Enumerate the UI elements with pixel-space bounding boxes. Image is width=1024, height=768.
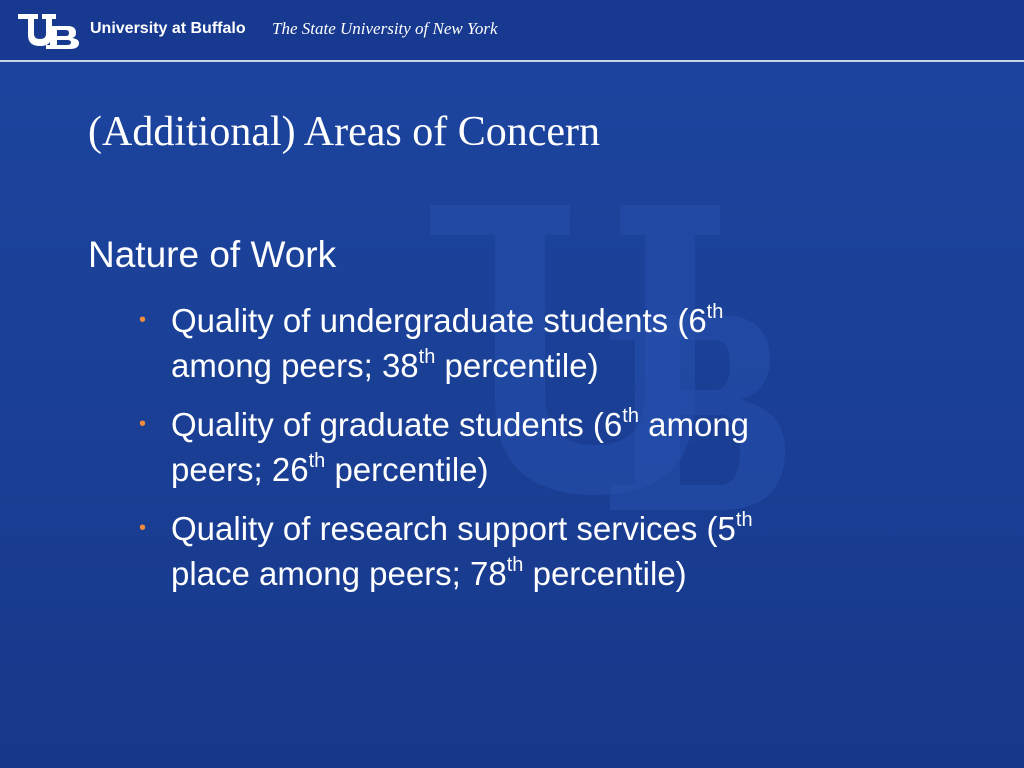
bullet-list <box>135 298 895 610</box>
header-bar <box>0 0 1024 60</box>
bullet-item-research-support <box>135 506 895 596</box>
bullet-text: Quality of research support services (5 <box>171 510 736 547</box>
header-divider <box>0 60 1024 62</box>
bullet-icon: • <box>139 517 147 539</box>
bullet-text: percentile) <box>523 555 687 592</box>
ub-logo-icon <box>16 12 82 50</box>
slide-title: (Additional) Areas of Concern <box>88 109 601 155</box>
ordinal-suffix: th <box>506 554 524 576</box>
bullet-text: percentile) <box>325 451 489 488</box>
ordinal-suffix: th <box>706 301 724 323</box>
ordinal-suffix: th <box>622 405 639 427</box>
bullet-item-graduate <box>135 402 895 492</box>
brand-name: University at Buffalo <box>90 20 246 37</box>
bullet-icon: • <box>139 309 147 331</box>
brand-subtitle: The State University of New York <box>272 19 498 38</box>
bullet-icon: • <box>139 413 147 435</box>
bullet-text: among <box>638 406 750 443</box>
section-heading: Nature of Work <box>88 234 337 275</box>
bullet-text: percentile) <box>435 347 599 384</box>
bullet-item-undergraduate <box>135 298 895 388</box>
bullet-text: place among peers; 78 <box>171 555 507 592</box>
bullet-text: Quality of graduate students (6 <box>171 406 623 443</box>
ordinal-suffix: th <box>308 450 326 472</box>
bullet-text: peers; 26 <box>171 451 309 488</box>
ordinal-suffix: th <box>418 346 436 368</box>
ordinal-suffix: th <box>735 509 753 531</box>
bullet-text: among peers; 38 <box>171 347 419 384</box>
bullet-text: Quality of undergraduate students (6 <box>171 302 707 339</box>
